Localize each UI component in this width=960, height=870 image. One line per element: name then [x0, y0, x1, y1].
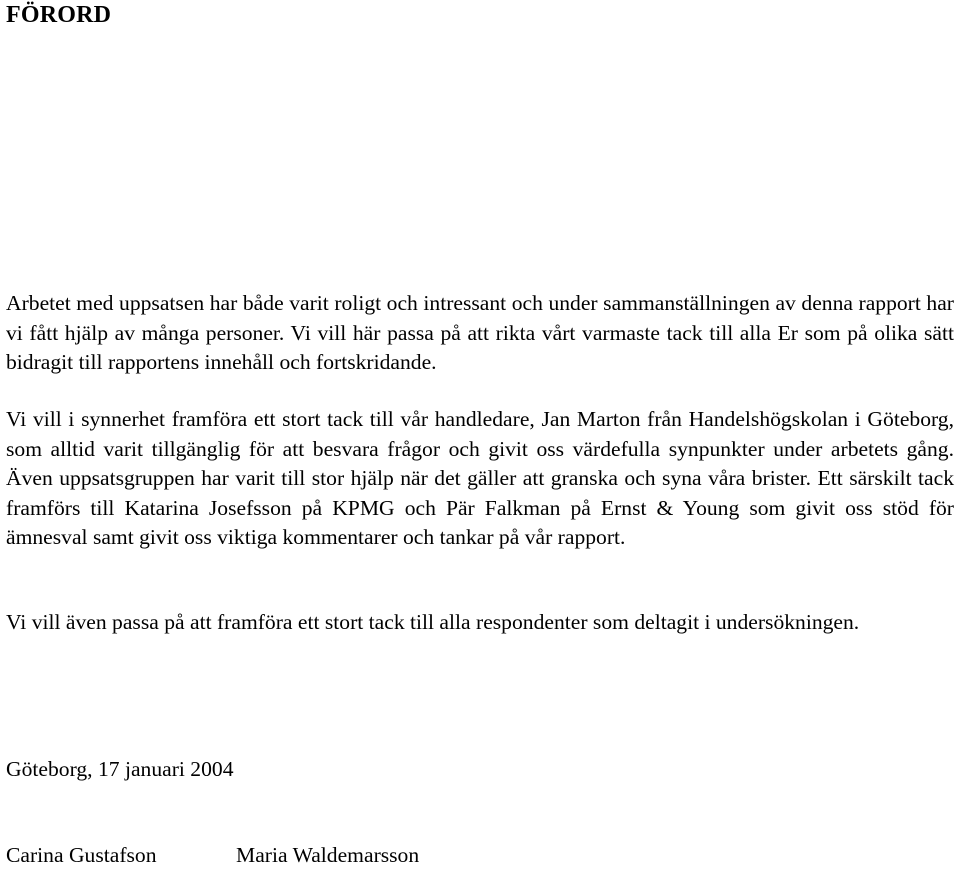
- paragraph-respondents: Vi vill även passa på att framföra ett stort tack till alla respondenter som deltagit i undersökningen.: [6, 610, 860, 634]
- paragraph-acknowledgements: Vi vill i synnerhet framföra ett stort tack till vår handledare, Jan Marton från Handelshögskolan i Göteborg, som alltid varit tillgänglig för att besvara frågor och givit oss värdefulla synpunkter under arbetets gång. Även uppsatsgruppen har varit till stor hjälp när det gäller att granska och syna våra brister. Ett särskilt tack framförs till Katarina Josefsson på KPMG och Pär Falkman på Ernst & Young som givit oss stöd för ämnesval samt givit oss viktiga kommentarer och tankar på vår rapport.: [6, 407, 954, 549]
- page-title: FÖRORD: [6, 2, 112, 28]
- signatory-name: Maria Waldemarsson: [236, 843, 420, 867]
- paragraph-intro: Arbetet med uppsatsen har både varit roligt och intressant och under sammanställningen av denna rapport har vi fått hjälp av många personer. Vi vill här passa på att rikta vårt varmaste tack till alla Er som på olika sätt bidragit till rapportens innehåll och fortskridande.: [6, 291, 954, 374]
- signatory-name: Carina Gustafson: [6, 843, 157, 867]
- place-and-date: Göteborg, 17 januari 2004: [6, 757, 234, 781]
